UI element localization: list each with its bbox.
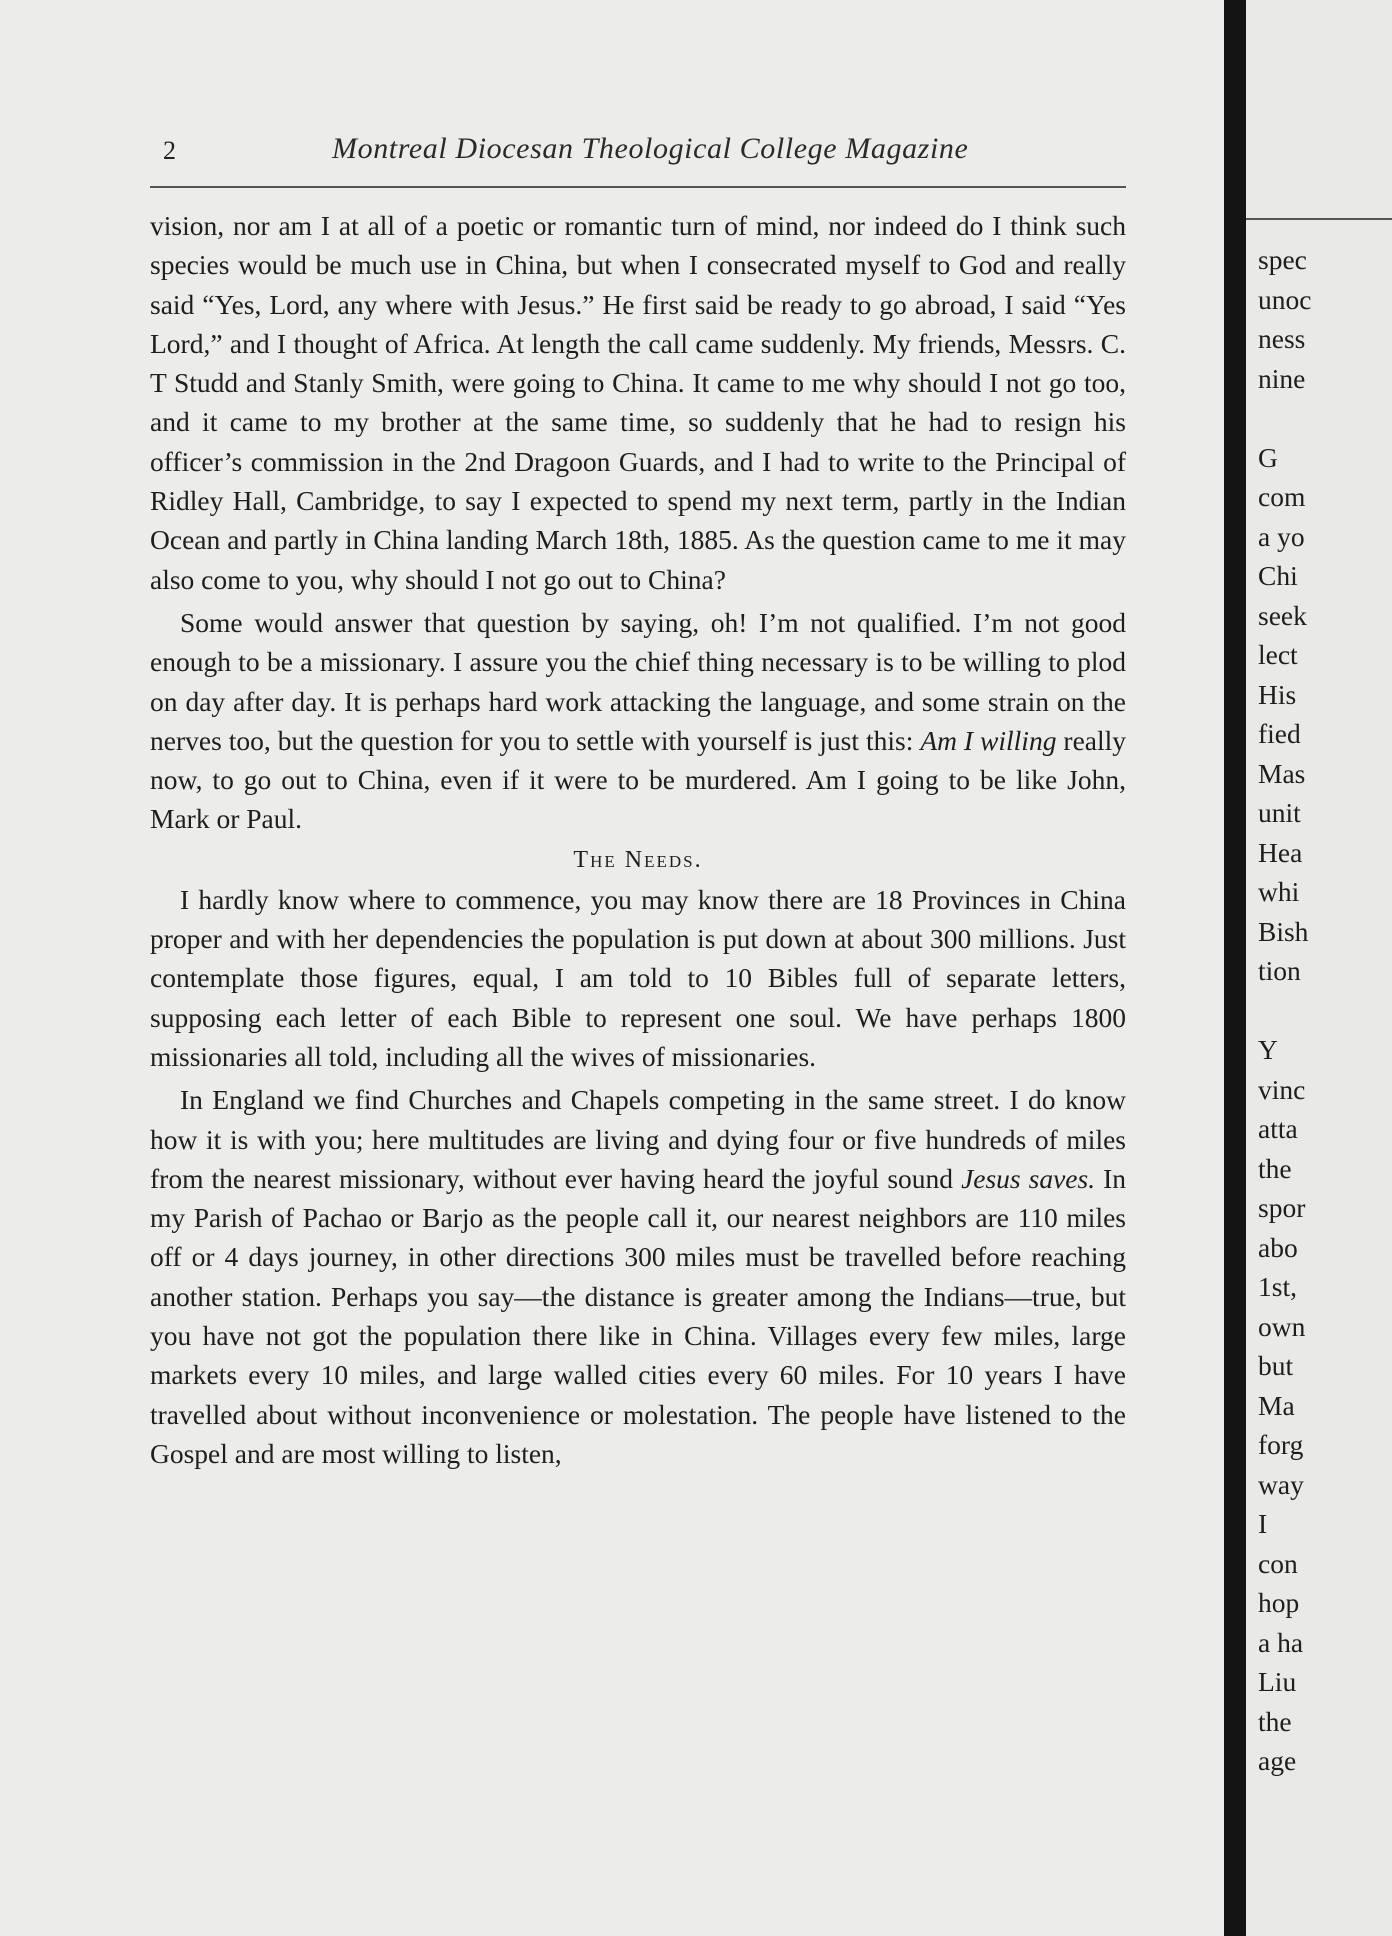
fragment-line: Chi [1258,560,1298,591]
fragment-line: 1st, [1258,1271,1297,1302]
fragment-line: way [1258,1468,1304,1500]
fragment-line: Y [1258,1034,1278,1065]
fragment-line: nine [1258,362,1306,394]
fragment-line: I [1258,1508,1268,1539]
fragment-line: His [1258,678,1297,710]
paragraph-1: vision, nor am I at all of a poetic or romantic turn of mind, nor indeed do I think such species would be much use in China, but when I consecrated myself to God and really said “Yes, Lord, any where with Jesus.” He first said be ready to go abroad, I said “Yes Lord,” and I thought of Africa. At length the call came suddenly. My friends, Messrs. C. T Studd and Stanly Smith, were going to China. It came to me why should I not go too, and it came to my brother at the same time, so suddenly that he had to resign his officer’s commission in the 2nd Dragoon Guards, and I had to write to the Principal of Ridley Hall, Cambridge, to say I expected to spend my next term, partly in the Indian Ocean and partly in China landing March 18th, 1885. As the question came to me it may also come to you, why should I not go out to China? [150,210,1126,595]
paragraph-2-text: Some would answer that question by saying, oh! I’m not qualified. I’m not good enough to be a missionary. I assure you the chief thing necessary is to be willing to plod on day after day. It is perhaps hard work attacking the language, and some strain on the nerves too, but the question for you to settle with yourself is just this: [150,606,1126,756]
fragment-line: tion [1258,955,1301,986]
paragraph-4 [150,1080,1126,1473]
fragment-line: fied [1258,718,1301,749]
fragment-line: atta [1258,1113,1298,1144]
fragment-line: Ma [1258,1389,1295,1421]
fragment-line [1258,398,1311,438]
running-title: Montreal Diocesan Theological College Magazine [332,132,969,165]
header-rule [150,186,1126,188]
fragment-line: Bish [1258,915,1309,947]
paragraph-3: I hardly know where to commence, you may know there are 18 Provinces in China proper and with her dependencies the population is put down at about 300 millions. Just contemplate those figures, equal, I am told to 10 Bibles full of separate letters, supposing each letter of each Bible to represent one soul. We have perhaps 1800 missionaries all told, including all the wives of missionaries. [150,883,1126,1072]
fragment-line [1258,991,1311,1031]
right-header-rule [1246,218,1392,220]
article-body [150,206,1126,1473]
fragment-line: ness [1258,323,1306,354]
fragment-line: vinc [1258,1073,1306,1105]
fragment-line: lect [1258,639,1298,670]
paragraph-2-emphasis: Am I willing [920,724,1057,756]
fragment-line: unit [1258,797,1301,828]
fragment-line: age [1258,1745,1297,1776]
fragment-line: a ha [1258,1626,1304,1658]
fragment-line: spec [1258,244,1307,275]
page-number: 2 [163,136,176,165]
paragraph-2 [150,603,1126,839]
fragment-line: seek [1258,599,1307,631]
fragment-line: Liu [1258,1666,1297,1697]
fragment-line: whi [1258,876,1300,907]
fragment-line: spor [1258,1192,1306,1223]
fragment-line: G [1258,441,1278,473]
fragment-line: abo [1258,1231,1298,1263]
fragment-line: Hea [1258,836,1303,868]
paragraph-4-emphasis: Jesus saves. [961,1162,1096,1194]
fragment-line: a yo [1258,520,1305,552]
fragment-line: Mas [1258,757,1306,789]
right-page-edge [1246,0,1392,1936]
fragment-line: com [1258,481,1306,512]
paragraph-4-text: In England we find Churches and Chapels competing in the same street. I do know how it is with you; here multitudes are living and dying four or five hundreds of miles from the nearest missionary, without ever having heard the joyful sound [150,1084,1126,1194]
fragment-line: the [1258,1705,1292,1737]
fragment-line: but [1258,1350,1294,1381]
paragraph-4-tail: In my Parish of Pachao or Barjo as the people call it, our nearest neighbors are 110 miles off or 4 days journey, in other directions 300 miles must be travelled before reaching another station. Perhaps you say—the distance is greater among the Indians—true, but you have not got the population there like in China. Villages every few miles, large markets every 10 miles, and large walled cities every 60 miles. For 10 years I have travelled about without inconvenience or molestation. The people have listened to the Gospel and are most willing to listen, [150,1162,1127,1469]
fragment-line: forg [1258,1429,1304,1460]
fragment-line: unoc [1258,283,1312,315]
fragment-line: con [1258,1547,1298,1579]
section-heading: The Needs. [573,846,703,873]
fragment-line: the [1258,1152,1292,1184]
fragment-line: hop [1258,1587,1300,1618]
paragraph-2-tail: really now, to go out to China, even if it were to be murdered. Am I going to be like John, Mark or Paul. [150,724,1127,835]
right-page-text-fragments [1258,240,1311,1781]
fragment-line: own [1258,1310,1306,1342]
book-gutter [1224,0,1246,1936]
page-header [0,132,1224,172]
